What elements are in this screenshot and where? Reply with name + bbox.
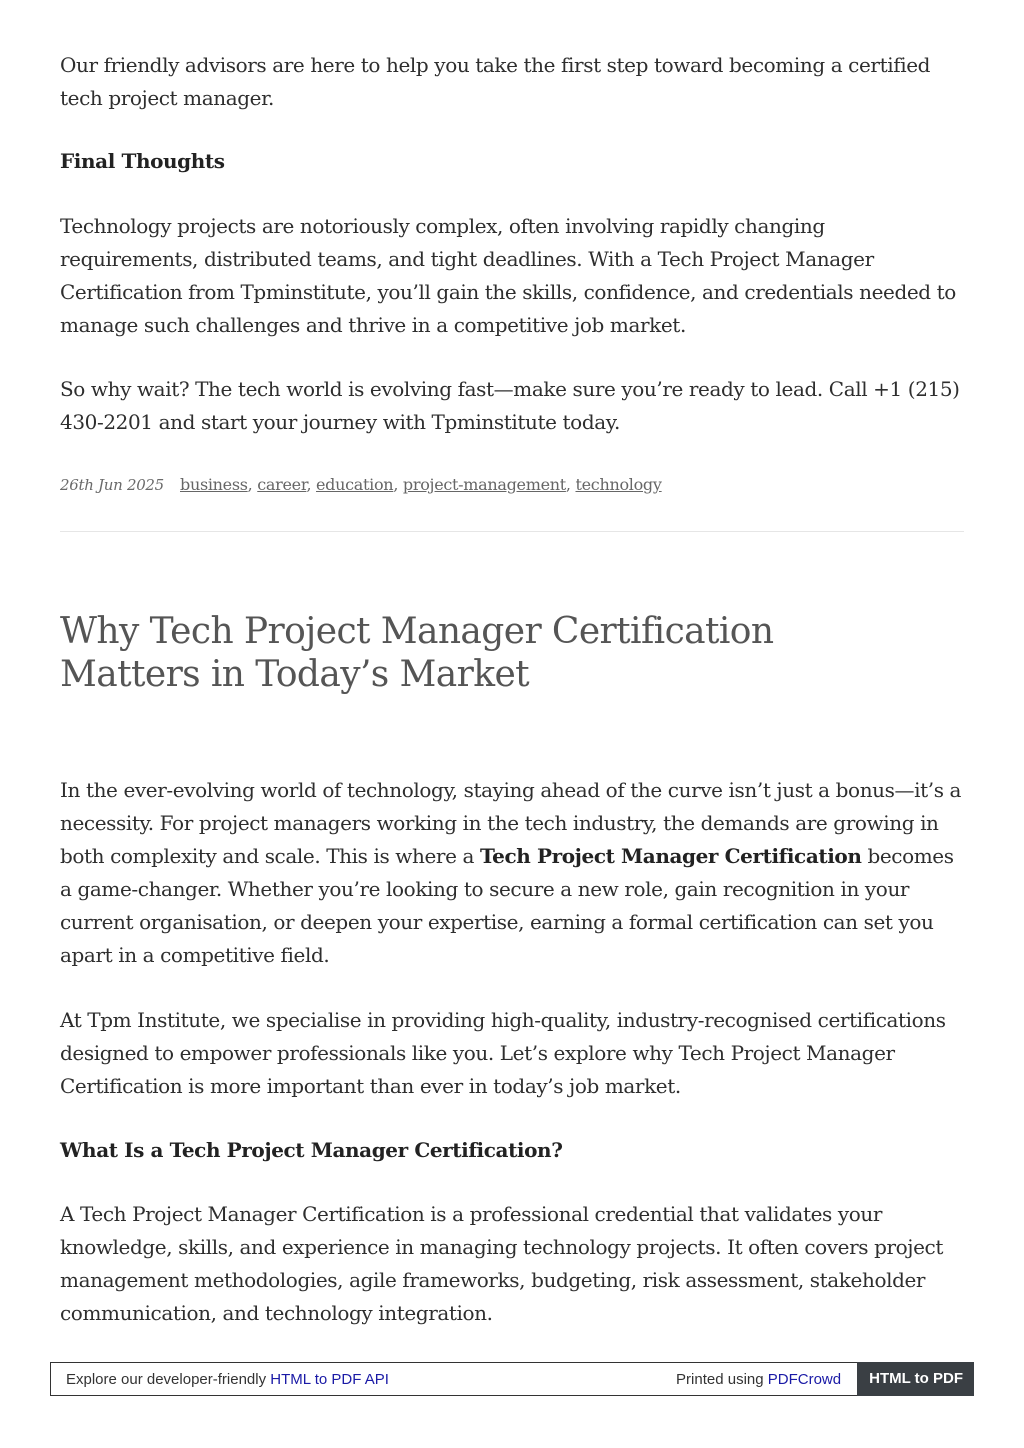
tag-list: business, career, education, project-management, technology xyxy=(180,475,662,494)
body-paragraph-3: A Tech Project Manager Certification is a professional credential that validates your knowledge, skills, and experience in managing technology projects. It often covers project management methodologies, agile frameworks, budgeting, risk assessment, stakeholder communication, and technology integration. xyxy=(60,1202,943,1325)
tag-link[interactable]: technology xyxy=(575,475,662,494)
body-paragraph-1: In the ever-evolving world of technology, staying ahead of the curve isn’t just a bonus—it’s a necessity. For project managers working in the tech industry, the demands are growing in both complexity and scale. This is where a Tech Project Manager Certification becomes a game-changer. Whether you’re looking to secure a new role, gain recognition in your current organisation, or deepen your expertise, earning a formal certification can set you apart in a competitive field. xyxy=(60,778,962,967)
tag-link[interactable]: project-management xyxy=(402,475,566,494)
body-paragraph-2: At Tpm Institute, we specialise in providing high-quality, industry-recognised certifications designed to empower professionals like you. Let’s explore why Tech Project Manager Certification is more important than ever in today’s job market. xyxy=(60,1008,946,1098)
section-subheading: What Is a Tech Project Manager Certification? xyxy=(60,1138,563,1162)
html-to-pdf-api-link[interactable]: HTML to PDF API xyxy=(270,1370,389,1388)
bold-term: Tech Project Manager Certification xyxy=(479,844,862,868)
final-thoughts-heading: Final Thoughts xyxy=(60,149,225,173)
post-date: 26th Jun 2025 xyxy=(60,476,164,494)
post-meta xyxy=(60,473,662,497)
tag-link[interactable]: career xyxy=(257,475,307,494)
footer-mid: Printed using PDFCrowd xyxy=(676,1370,842,1388)
tag-link[interactable]: education xyxy=(316,475,394,494)
pdfcrowd-link[interactable]: PDFCrowd xyxy=(767,1370,842,1388)
pdfcrowd-footer-bar xyxy=(50,1362,974,1396)
post-title[interactable]: Why Tech Project Manager Certification Matters in Today’s Market xyxy=(60,611,774,695)
intro-paragraph: Our friendly advisors are here to help you take the first step toward becoming a certified tech project manager. xyxy=(60,53,931,110)
html-to-pdf-button[interactable]: HTML to PDF xyxy=(857,1362,974,1396)
tag-link[interactable]: business xyxy=(180,475,248,494)
final-paragraph-1: Technology projects are notoriously complex, often involving rapidly changing requirements, distributed teams, and tight deadlines. With a Tech Project Manager Certification from Tpminstitute, you’ll gain the skills, confidence, and credentials needed to manage such challenges and thrive in a competitive job market. xyxy=(60,214,956,337)
footer-left: Explore our developer-friendly HTML to PDF API xyxy=(66,1370,389,1388)
final-paragraph-2: So why wait? The tech world is evolving fast—make sure you’re ready to lead. Call +1 (215) 430-2201 and start your journey with Tpminstitute today. xyxy=(60,377,960,434)
post-divider xyxy=(60,531,964,532)
